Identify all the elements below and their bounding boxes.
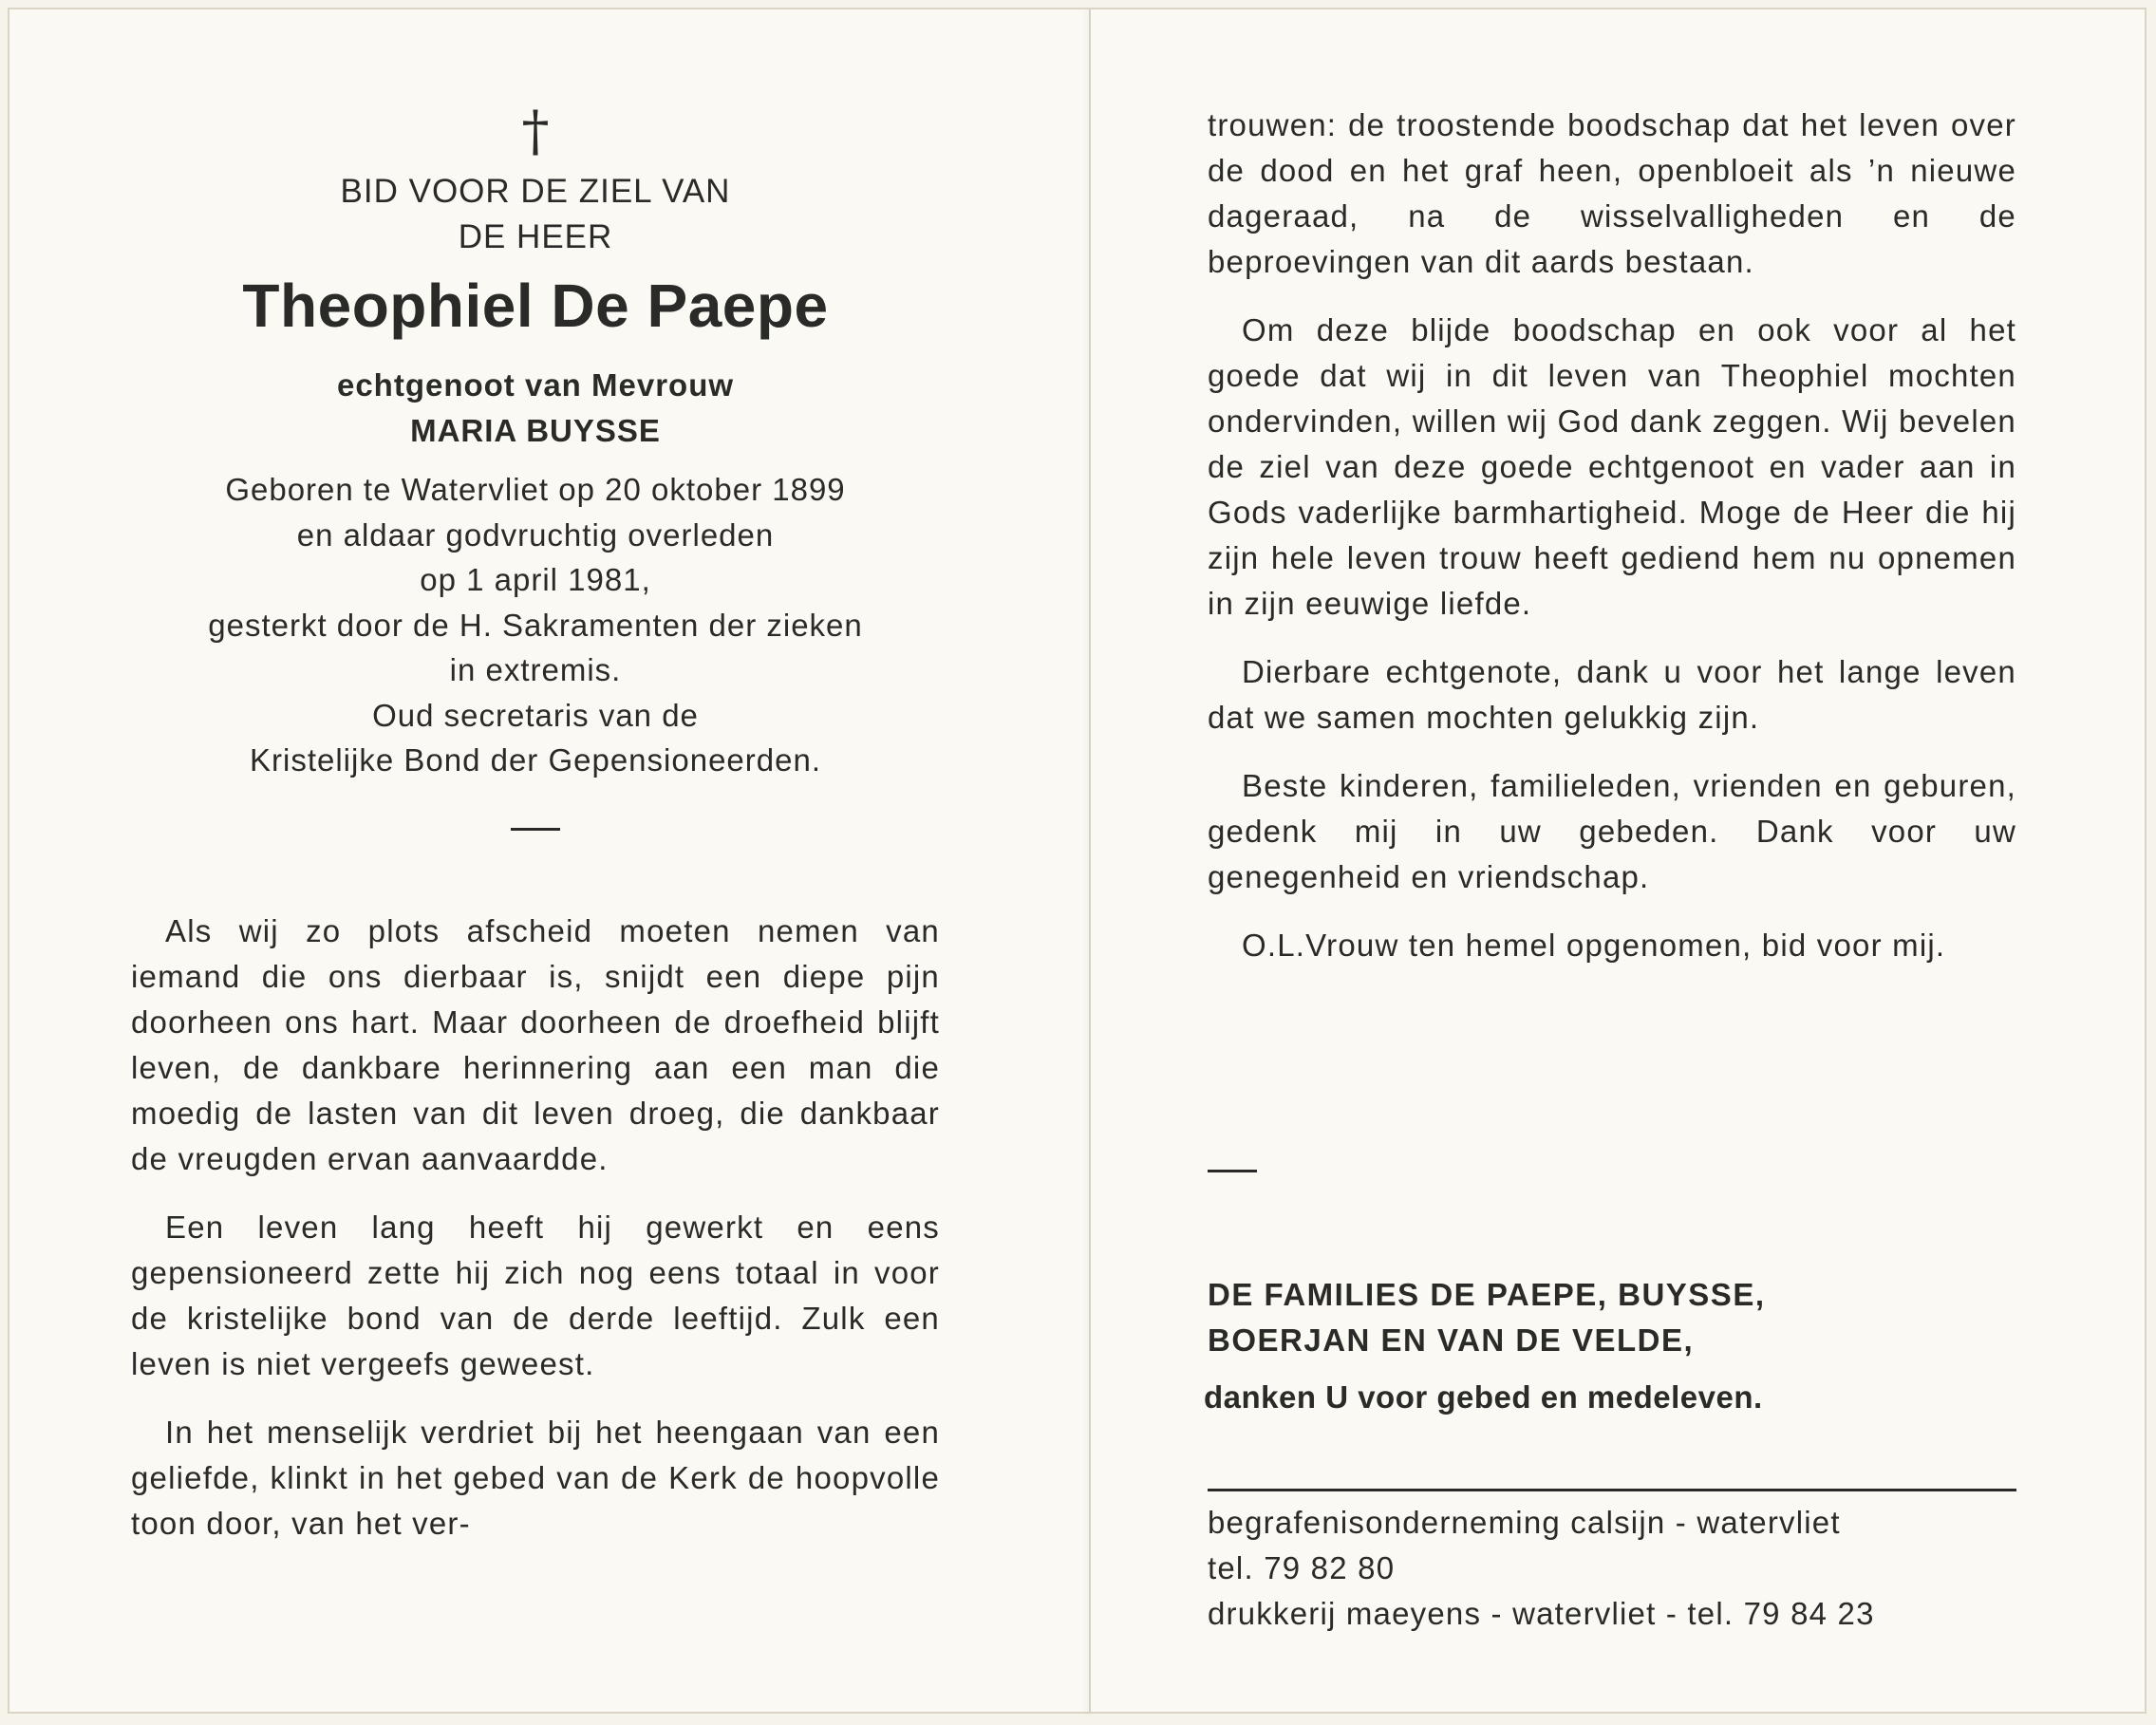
printer-line: drukkerij maeyens - watervliet - tel. 79 84 23 xyxy=(1208,1596,1875,1631)
thanks-line: danken U voor gebed en medeleven. xyxy=(1204,1379,1763,1415)
spouse-line2: MARIA BUYSSE xyxy=(410,413,661,448)
divider-dash xyxy=(1208,1170,1257,1172)
paragraph: trouwen: de troostende boodschap dat het leven over de dood en het graf heen, openbloeit als ’n nieuwe dageraad, na de wisselvalligheden en de beproevingen van dit aards bestaan. xyxy=(1208,107,2016,279)
undertaker-line: begrafenisonderneming calsijn - watervliet xyxy=(1208,1505,1841,1540)
cross-icon: † xyxy=(521,99,550,163)
deceased-name: Theophiel De Paepe xyxy=(242,272,829,340)
paragraph: Een leven lang heeft hij gewerkt en eens gepensioneerd zette hij zich nog eens totaal in voor de kristelijke bond van de derde leeftijd. Zulk een leven is niet vergeefs geweest. xyxy=(131,1209,940,1381)
info-line: gesterkt door de H. Sakramenten der zieken xyxy=(208,607,863,643)
prayer-heading-line1: BID VOOR DE ZIEL VAN xyxy=(340,173,731,210)
paragraph: In het menselijk verdriet bij het heengaan van een geliefde, klinkt in het gebed van de Kerk de hoopvolle toon door, van het ver- xyxy=(131,1415,940,1541)
spouse-line1: echtgenoot van Mevrouw xyxy=(336,367,735,403)
families-line1: DE FAMILIES DE PAEPE, BUYSSE, xyxy=(1208,1277,1766,1312)
paragraph: Dierbare echtgenote, dank u voor het lange leven dat we samen mochten gelukkig zijn. xyxy=(1208,654,2016,735)
paragraph: Als wij zo plots afscheid moeten nemen van iemand die ons dierbaar is, snijdt een diepe pijn doorheen ons hart. Maar doorheen de droefheid blijft leven, de dankbare herinnering aan een man die moedig de lasten van dit leven droeg, die dankbaar de vreugden ervan aanvaardde. xyxy=(131,913,940,1176)
paragraph: O.L.Vrouw ten hemel opgenomen, bid voor mij. xyxy=(1242,928,1946,963)
prayer-heading-line2: DE HEER xyxy=(458,218,613,255)
info-line: in extremis. xyxy=(449,652,622,687)
footer-credits xyxy=(1208,1500,2024,1637)
info-line: Kristelijke Bond der Gepensioneerden. xyxy=(249,742,821,778)
center-fold xyxy=(1089,9,1091,1714)
footer-rule xyxy=(1208,1489,2016,1491)
birth-death-info xyxy=(131,467,940,783)
divider-dash xyxy=(511,828,560,831)
spouse-info xyxy=(131,363,940,454)
info-line: Geboren te Watervliet op 20 oktober 1899 xyxy=(225,472,846,507)
undertaker-tel: tel. 79 82 80 xyxy=(1208,1550,1396,1585)
info-line: op 1 april 1981, xyxy=(420,562,651,597)
paragraph: Beste kinderen, familieleden, vrienden en geburen, gedenk mij in uw gebeden. Dank voor uw genegenheid en vriendschap. xyxy=(1208,768,2016,894)
prayer-heading xyxy=(131,169,940,260)
right-body-text xyxy=(1208,103,2016,991)
left-body-text xyxy=(131,909,940,1569)
info-line: en aldaar godvruchtig overleden xyxy=(296,516,775,553)
families-heading xyxy=(1208,1272,2024,1363)
paragraph: Om deze blijde boodschap en ook voor al het goede dat wij in dit leven van Theophiel mochten ondervinden, willen wij God dank zeggen. Wij bevelen de ziel van deze goede echtgenoot en vader aan in Gods vaderlijke barmhartigheid. Moge de Heer die hij zijn hele leven trouw heeft gediend hem nu opnemen in zijn eeuwige liefde. xyxy=(1208,312,2016,621)
info-line: Oud secretaris van de xyxy=(372,697,699,733)
families-line2: BOERJAN EN VAN DE VELDE, xyxy=(1208,1322,1695,1358)
